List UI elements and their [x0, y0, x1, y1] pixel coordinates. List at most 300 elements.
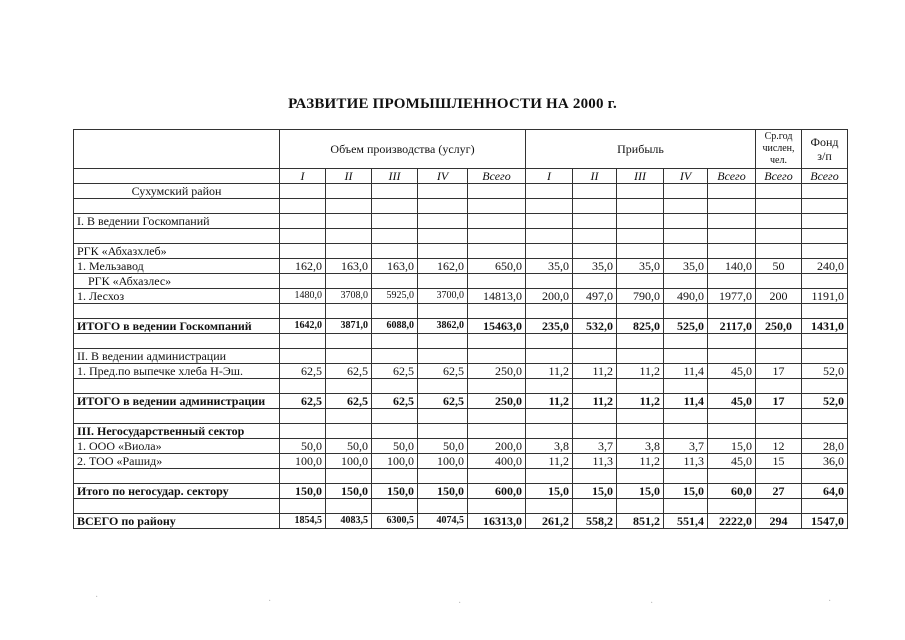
- table-cell: [708, 349, 756, 364]
- table-cell: [372, 274, 418, 289]
- table-cell: [708, 334, 756, 349]
- table-cell: [468, 409, 526, 424]
- table-cell: [526, 184, 573, 199]
- table-cell: [708, 499, 756, 514]
- table-cell: [664, 409, 708, 424]
- table-cell: [617, 214, 664, 229]
- table-cell: [756, 274, 802, 289]
- table-cell: [617, 469, 664, 484]
- table-row: [74, 469, 848, 484]
- table-cell: [326, 244, 372, 259]
- header-avg-staff: Ср.год числен, чел.: [756, 130, 802, 169]
- table-cell: [573, 409, 617, 424]
- table-cell: [664, 334, 708, 349]
- table-cell: 35,0: [617, 259, 664, 274]
- row-label: II. В ведении администрации: [74, 349, 280, 364]
- table-cell: 3,8: [526, 439, 573, 454]
- table-cell: 11,2: [573, 364, 617, 379]
- table-cell: [372, 379, 418, 394]
- table-cell: [326, 379, 372, 394]
- table-cell: 27: [756, 484, 802, 499]
- table-cell: [573, 499, 617, 514]
- header-fund: Фонд з/п: [802, 130, 848, 169]
- table-cell: [617, 379, 664, 394]
- table-cell: 52,0: [802, 394, 848, 409]
- table-cell: [326, 469, 372, 484]
- table-cell: [708, 184, 756, 199]
- table-cell: 250,0: [468, 364, 526, 379]
- row-label: [74, 334, 280, 349]
- table-cell: [372, 424, 418, 439]
- table-cell: [573, 214, 617, 229]
- header-profit-q2: II: [573, 169, 617, 184]
- table-cell: 62,5: [372, 364, 418, 379]
- table-cell: [708, 304, 756, 319]
- table-cell: 11,3: [664, 454, 708, 469]
- table-cell: 294: [756, 514, 802, 529]
- table-cell: [526, 424, 573, 439]
- table-cell: [756, 349, 802, 364]
- row-label: [74, 199, 280, 214]
- table-cell: [526, 499, 573, 514]
- table-cell: 62,5: [372, 394, 418, 409]
- table-cell: [418, 499, 468, 514]
- table-cell: [280, 214, 326, 229]
- table-cell: [326, 424, 372, 439]
- row-label: [74, 499, 280, 514]
- table-cell: [573, 424, 617, 439]
- row-label: [74, 379, 280, 394]
- table-cell: [468, 424, 526, 439]
- table-row: [74, 484, 848, 499]
- table-cell: [664, 349, 708, 364]
- header-q2: II: [326, 169, 372, 184]
- table-cell: [617, 304, 664, 319]
- header-fund-total: Всего: [802, 169, 848, 184]
- table-cell: 11,2: [573, 394, 617, 409]
- table-cell: [708, 409, 756, 424]
- table-cell: [756, 424, 802, 439]
- table-cell: [468, 214, 526, 229]
- table-cell: [372, 469, 418, 484]
- table-cell: [708, 229, 756, 244]
- table-cell: 50,0: [280, 439, 326, 454]
- header-profit-total: Всего: [708, 169, 756, 184]
- table-cell: [418, 199, 468, 214]
- table-cell: 163,0: [326, 259, 372, 274]
- table-cell: 45,0: [708, 364, 756, 379]
- header-profit-q3: III: [617, 169, 664, 184]
- table-cell: [326, 214, 372, 229]
- table-cell: [280, 244, 326, 259]
- table-cell: 62,5: [326, 394, 372, 409]
- table-cell: 50,0: [372, 439, 418, 454]
- table-cell: 35,0: [664, 259, 708, 274]
- header-row-groups: [74, 130, 848, 169]
- table-cell: [526, 199, 573, 214]
- header-profit-q4: IV: [664, 169, 708, 184]
- table-cell: [573, 229, 617, 244]
- table-cell: [802, 199, 848, 214]
- table-row: [74, 394, 848, 409]
- table-cell: 62,5: [418, 394, 468, 409]
- table-cell: [664, 424, 708, 439]
- table-cell: [617, 499, 664, 514]
- table-cell: [526, 244, 573, 259]
- table-cell: [617, 229, 664, 244]
- header-blank: [74, 169, 280, 184]
- table-cell: 64,0: [802, 484, 848, 499]
- table-cell: [280, 379, 326, 394]
- row-label: 1. ООО «Виола»: [74, 439, 280, 454]
- table-cell: 1191,0: [802, 289, 848, 304]
- table-row: [74, 379, 848, 394]
- table-cell: 11,2: [617, 394, 664, 409]
- table-cell: [708, 379, 756, 394]
- table-cell: 35,0: [573, 259, 617, 274]
- table-cell: [326, 199, 372, 214]
- table-cell: [756, 214, 802, 229]
- table-cell: 1480,0: [280, 289, 326, 304]
- table-cell: [372, 499, 418, 514]
- table-cell: 50: [756, 259, 802, 274]
- table-cell: 6300,5: [372, 514, 418, 529]
- table-cell: [418, 229, 468, 244]
- table-cell: [526, 229, 573, 244]
- table-row: [74, 289, 848, 304]
- table-cell: [526, 304, 573, 319]
- scan-speck: ·: [95, 592, 99, 603]
- table-cell: 2222,0: [708, 514, 756, 529]
- table-cell: [573, 184, 617, 199]
- table-cell: [418, 304, 468, 319]
- table-cell: 558,2: [573, 514, 617, 529]
- table-row: [74, 214, 848, 229]
- table-cell: [372, 409, 418, 424]
- row-label: I. В ведении Госкомпаний: [74, 214, 280, 229]
- table-cell: 3862,0: [418, 319, 468, 334]
- table-cell: [372, 349, 418, 364]
- table-cell: 15,0: [573, 484, 617, 499]
- table-cell: 650,0: [468, 259, 526, 274]
- table-row: [74, 304, 848, 319]
- row-label: 1. Лесхоз: [74, 289, 280, 304]
- table-cell: 15463,0: [468, 319, 526, 334]
- table-cell: [280, 274, 326, 289]
- table-cell: 200,0: [468, 439, 526, 454]
- table-cell: 261,2: [526, 514, 573, 529]
- table-cell: [756, 499, 802, 514]
- table-row: [74, 184, 848, 199]
- table-cell: 250,0: [468, 394, 526, 409]
- table-cell: [708, 244, 756, 259]
- table-cell: [802, 379, 848, 394]
- table-cell: [418, 214, 468, 229]
- header-staff-total: Всего: [756, 169, 802, 184]
- table-row: [74, 199, 848, 214]
- table-cell: [372, 184, 418, 199]
- table-cell: [802, 244, 848, 259]
- table-cell: 4074,5: [418, 514, 468, 529]
- table-cell: [526, 214, 573, 229]
- table-cell: [664, 199, 708, 214]
- table-cell: 5925,0: [372, 289, 418, 304]
- table-cell: 50,0: [326, 439, 372, 454]
- table-cell: [372, 214, 418, 229]
- table-cell: [468, 274, 526, 289]
- header-total: Всего: [468, 169, 526, 184]
- table-cell: [664, 379, 708, 394]
- table-cell: [664, 214, 708, 229]
- table-cell: [617, 199, 664, 214]
- header-corner: [74, 130, 280, 169]
- table-cell: 851,2: [617, 514, 664, 529]
- table-cell: [280, 424, 326, 439]
- table-cell: [326, 184, 372, 199]
- table-cell: [802, 304, 848, 319]
- table-row: [74, 259, 848, 274]
- table-cell: 100,0: [372, 454, 418, 469]
- row-label: Итого по негосудар. сектору: [74, 484, 280, 499]
- table-cell: [418, 274, 468, 289]
- table-cell: 15,0: [526, 484, 573, 499]
- table-cell: 12: [756, 439, 802, 454]
- table-row: [74, 514, 848, 529]
- table-row: [74, 274, 848, 289]
- table-cell: [756, 409, 802, 424]
- table-cell: [708, 469, 756, 484]
- table-row: [74, 424, 848, 439]
- table-cell: 600,0: [468, 484, 526, 499]
- scan-specks: [0, 590, 905, 620]
- table-cell: 1977,0: [708, 289, 756, 304]
- table-cell: 1642,0: [280, 319, 326, 334]
- table-cell: 28,0: [802, 439, 848, 454]
- table-cell: 490,0: [664, 289, 708, 304]
- table-cell: 150,0: [418, 484, 468, 499]
- table-cell: 60,0: [708, 484, 756, 499]
- table-cell: [617, 244, 664, 259]
- table-cell: 235,0: [526, 319, 573, 334]
- table-cell: 17: [756, 394, 802, 409]
- row-label: ВСЕГО по району: [74, 514, 280, 529]
- table-cell: 250,0: [756, 319, 802, 334]
- table-cell: [756, 229, 802, 244]
- table-cell: [280, 229, 326, 244]
- table-cell: [526, 379, 573, 394]
- row-label: [74, 409, 280, 424]
- table-cell: [756, 184, 802, 199]
- table-cell: [617, 274, 664, 289]
- header-profit: Прибыль: [526, 130, 756, 169]
- table-cell: [468, 379, 526, 394]
- table-cell: 17: [756, 364, 802, 379]
- table-cell: [326, 349, 372, 364]
- table-cell: [418, 409, 468, 424]
- table-cell: 3871,0: [326, 319, 372, 334]
- table-cell: [418, 334, 468, 349]
- table-cell: [526, 469, 573, 484]
- table-cell: [664, 184, 708, 199]
- table-cell: [573, 244, 617, 259]
- table-cell: [664, 469, 708, 484]
- table-cell: [617, 349, 664, 364]
- row-label: Сухумский район: [74, 184, 280, 199]
- table-cell: [802, 229, 848, 244]
- table-cell: [326, 274, 372, 289]
- table-cell: [468, 469, 526, 484]
- table-cell: 14813,0: [468, 289, 526, 304]
- table-cell: 15,0: [708, 439, 756, 454]
- table-row: [74, 334, 848, 349]
- row-label: [74, 469, 280, 484]
- table-cell: [617, 409, 664, 424]
- table-cell: 52,0: [802, 364, 848, 379]
- table-row: [74, 319, 848, 334]
- table-cell: 162,0: [418, 259, 468, 274]
- row-label: ИТОГО в ведении администрации: [74, 394, 280, 409]
- table-cell: [802, 349, 848, 364]
- table-cell: [280, 469, 326, 484]
- header-volume: Объем производства (услуг): [280, 130, 526, 169]
- table-cell: [573, 199, 617, 214]
- table-cell: [573, 469, 617, 484]
- table-cell: [280, 334, 326, 349]
- table-cell: [802, 469, 848, 484]
- table-cell: 16313,0: [468, 514, 526, 529]
- table-cell: 62,5: [418, 364, 468, 379]
- table-cell: [617, 424, 664, 439]
- scan-speck: ·: [650, 598, 654, 609]
- industry-table: [73, 129, 848, 529]
- table-cell: 525,0: [664, 319, 708, 334]
- table-cell: 3700,0: [418, 289, 468, 304]
- table-cell: [573, 304, 617, 319]
- table-cell: 11,2: [526, 394, 573, 409]
- table-cell: 36,0: [802, 454, 848, 469]
- table-cell: 100,0: [280, 454, 326, 469]
- table-cell: [708, 199, 756, 214]
- table-cell: [617, 184, 664, 199]
- table-cell: [664, 229, 708, 244]
- row-label: РГК «Абхазхлеб»: [74, 244, 280, 259]
- table-row: [74, 244, 848, 259]
- header-row-quarters: [74, 169, 848, 184]
- table-cell: 497,0: [573, 289, 617, 304]
- table-cell: 15,0: [617, 484, 664, 499]
- table-cell: 15,0: [664, 484, 708, 499]
- table-cell: 11,2: [526, 454, 573, 469]
- table-cell: [756, 304, 802, 319]
- table-cell: 150,0: [326, 484, 372, 499]
- scan-speck: ·: [458, 598, 462, 609]
- table-cell: [573, 334, 617, 349]
- table-cell: 1547,0: [802, 514, 848, 529]
- table-cell: 140,0: [708, 259, 756, 274]
- table-cell: 11,4: [664, 394, 708, 409]
- table-cell: 4083,5: [326, 514, 372, 529]
- table-cell: [526, 334, 573, 349]
- table-cell: [418, 244, 468, 259]
- table-cell: [756, 469, 802, 484]
- table-cell: [802, 274, 848, 289]
- table-cell: [326, 334, 372, 349]
- table-cell: [280, 499, 326, 514]
- table-cell: [468, 499, 526, 514]
- table-cell: [280, 304, 326, 319]
- row-label: 1. Мельзавод: [74, 259, 280, 274]
- table-cell: [664, 244, 708, 259]
- table-cell: 6088,0: [372, 319, 418, 334]
- row-label: 1. Пред.по выпечке хлеба Н-Эш.: [74, 364, 280, 379]
- table-cell: 200: [756, 289, 802, 304]
- table-cell: [326, 304, 372, 319]
- table-cell: 100,0: [418, 454, 468, 469]
- table-cell: [326, 229, 372, 244]
- table-row: [74, 349, 848, 364]
- table-cell: 11,2: [526, 364, 573, 379]
- table-cell: [280, 199, 326, 214]
- table-row: [74, 454, 848, 469]
- table-cell: [617, 334, 664, 349]
- row-label: [74, 229, 280, 244]
- page-title: РАЗВИТИЕ ПРОМЫШЛЕННОСТИ НА 2000 г.: [288, 96, 617, 112]
- table-cell: [802, 184, 848, 199]
- table-cell: 2117,0: [708, 319, 756, 334]
- table-cell: [372, 304, 418, 319]
- table-cell: [802, 499, 848, 514]
- row-label: ИТОГО в ведении Госкомпаний: [74, 319, 280, 334]
- table-cell: 3,7: [573, 439, 617, 454]
- table-cell: 11,2: [617, 364, 664, 379]
- table-cell: [468, 229, 526, 244]
- table-cell: 11,2: [617, 454, 664, 469]
- table-cell: [573, 274, 617, 289]
- table-cell: [372, 199, 418, 214]
- table-cell: 62,5: [280, 394, 326, 409]
- table-cell: [468, 349, 526, 364]
- table-cell: 50,0: [418, 439, 468, 454]
- table-cell: [802, 214, 848, 229]
- table-cell: [468, 184, 526, 199]
- table-cell: [802, 409, 848, 424]
- table-cell: [526, 409, 573, 424]
- table-cell: [756, 379, 802, 394]
- table-cell: 1431,0: [802, 319, 848, 334]
- table-cell: 790,0: [617, 289, 664, 304]
- table-row: [74, 409, 848, 424]
- table-cell: 15: [756, 454, 802, 469]
- table-cell: [280, 409, 326, 424]
- header-q4: IV: [418, 169, 468, 184]
- table-cell: [468, 304, 526, 319]
- table-cell: [418, 349, 468, 364]
- table-cell: 62,5: [280, 364, 326, 379]
- table-cell: 3,8: [617, 439, 664, 454]
- table-cell: [372, 334, 418, 349]
- table-cell: 400,0: [468, 454, 526, 469]
- row-label: III. Негосударственный сектор: [74, 424, 280, 439]
- header-q3: III: [372, 169, 418, 184]
- table-cell: [418, 184, 468, 199]
- table-cell: [418, 424, 468, 439]
- table-cell: 45,0: [708, 394, 756, 409]
- table-cell: [802, 424, 848, 439]
- table-cell: 825,0: [617, 319, 664, 334]
- table-cell: 162,0: [280, 259, 326, 274]
- table-cell: [418, 469, 468, 484]
- table-cell: [664, 274, 708, 289]
